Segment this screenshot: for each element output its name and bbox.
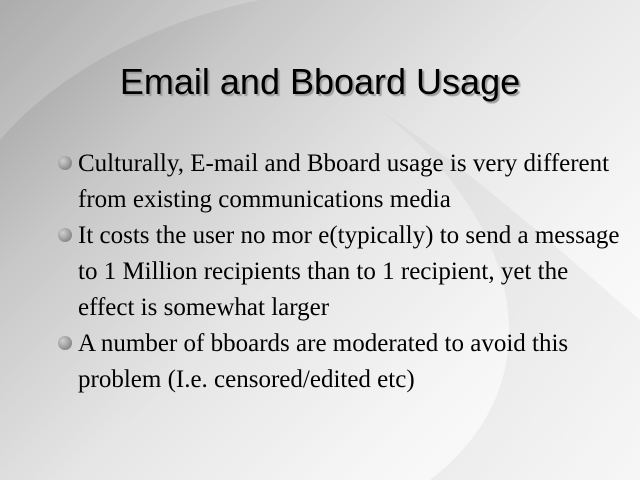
bullet-circle-icon [58,336,72,350]
bullet-text: Culturally, E-mail and Bboard usage is very different from existing communications media [78,150,610,213]
bullet-text: A number of bboards are moderated to avoid this problem (I.e. censored/edited etc) [78,330,569,393]
bullet-item [56,146,626,218]
bullet-text: It costs the user no mor e(typically) to send a message to 1 Million recipients than to 1 recipient, yet the effect is somewhat larger [78,222,620,321]
bullet-list [56,146,626,398]
bullet-circle-icon [58,156,72,170]
bullet-item [56,326,626,398]
bullet-item [56,218,626,326]
bullet-circle-icon [58,228,72,242]
slide-title: Email and Bboard Usage [119,61,521,102]
